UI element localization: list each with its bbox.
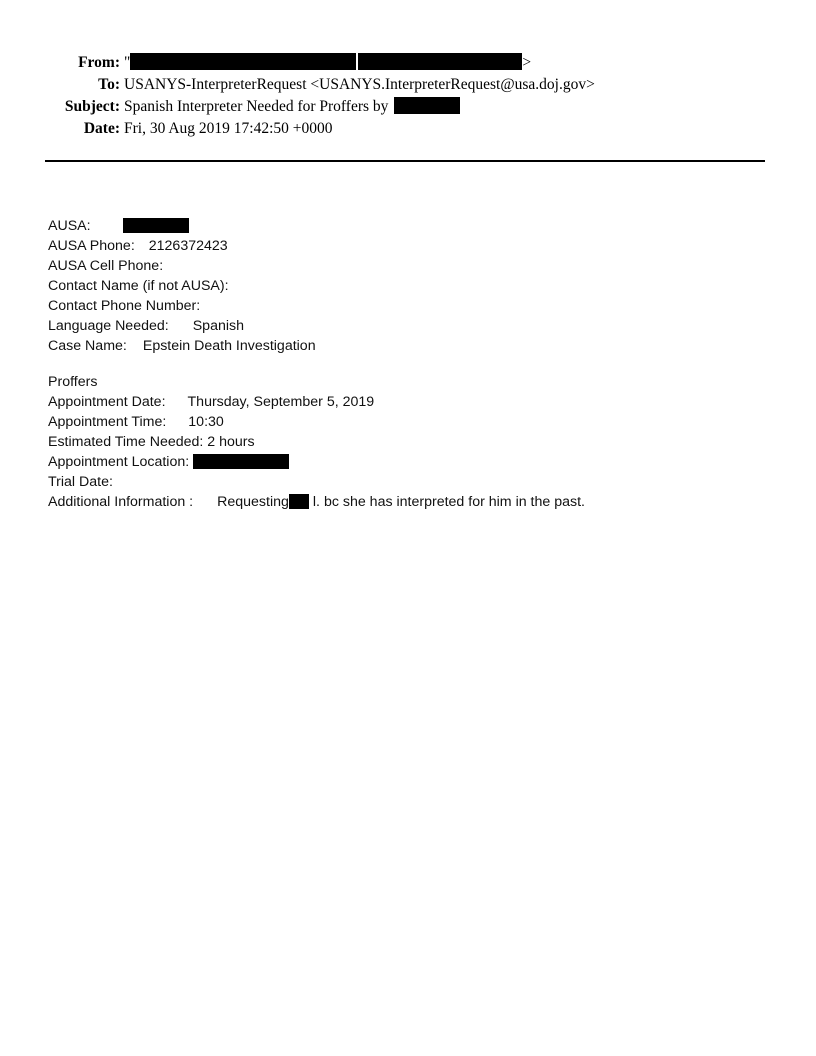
ausa-cell-line: AUSA Cell Phone: [48,258,164,274]
ausa-line: AUSA: [48,216,788,236]
date-row [0,118,816,140]
redaction-block [193,454,289,469]
appointment-time-line: Appointment Time: 10:30 [48,414,224,430]
redaction-block [394,97,460,114]
subject-row [0,96,816,118]
appointment-location-line: Appointment Location: [48,452,788,472]
from-label: From: [78,54,120,71]
language-line: Language Needed: Spanish [48,318,244,334]
from-row [0,52,816,74]
redaction-block [289,494,309,509]
email-header [0,52,816,140]
from-value: " > [124,54,532,71]
case-name-line: Case Name: Epstein Death Investigation [48,338,316,354]
header-divider [45,160,765,162]
ausa-phone-line: AUSA Phone: 2126372423 [48,238,228,254]
redaction-block [358,53,522,70]
contact-phone-line: Contact Phone Number: [48,298,201,314]
to-value: USANYS-InterpreterRequest <USANYS.InterpreterRequest@usa.doj.gov> [124,76,595,93]
redaction-block [130,53,356,70]
proffers-line: Proffers [48,374,98,390]
trial-date-line: Trial Date: [48,474,113,490]
date-label: Date: [83,120,120,137]
subject-value: Spanish Interpreter Needed for Proffers by [124,96,460,118]
appointment-date-line: Appointment Date: Thursday, September 5, 2019 [48,394,375,410]
subject-label: Subject: [64,98,120,115]
to-label: To: [98,76,120,93]
to-row [0,74,816,96]
estimated-time-line: Estimated Time Needed: 2 hours [48,434,255,450]
contact-name-line: Contact Name (if not AUSA): [48,278,229,294]
date-value: Fri, 30 Aug 2019 17:42:50 +0000 [124,120,333,137]
email-body [48,216,788,512]
redaction-block [123,218,189,233]
additional-info-line: Additional Information : Requesting l. bc she has interpreted for him in the past. [48,494,585,510]
